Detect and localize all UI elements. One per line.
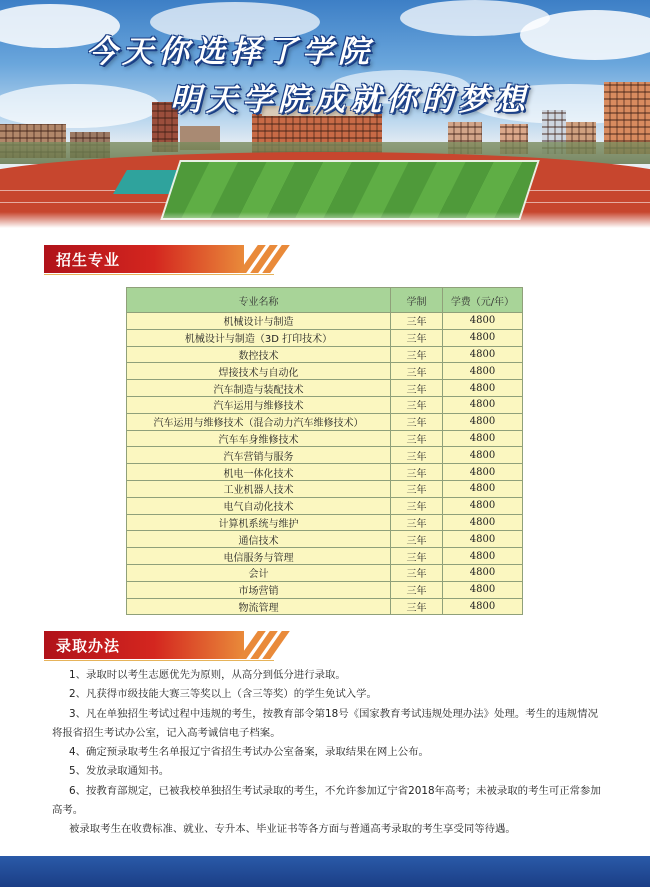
tuition-cell: 4800 [443, 497, 523, 514]
duration-cell: 三年 [391, 531, 443, 548]
tuition-cell: 4800 [443, 447, 523, 464]
major-name-cell: 汽车运用与维修技术（混合动力汽车维修技术） [127, 413, 391, 430]
duration-cell: 三年 [391, 564, 443, 581]
duration-cell: 三年 [391, 329, 443, 346]
table-row [127, 564, 523, 581]
major-name-cell: 机械设计与制造（3D 打印技术） [127, 329, 391, 346]
table-row [127, 430, 523, 447]
duration-cell: 三年 [391, 464, 443, 481]
tuition-cell: 4800 [443, 598, 523, 615]
table-row [127, 363, 523, 380]
column-header-tuition: 学费（元/年） [443, 288, 523, 313]
major-name-cell: 汽车车身维修技术 [127, 430, 391, 447]
table-row [127, 514, 523, 531]
major-name-cell: 通信技术 [127, 531, 391, 548]
duration-cell: 三年 [391, 598, 443, 615]
tuition-cell: 4800 [443, 480, 523, 497]
table-row [127, 480, 523, 497]
duration-cell: 三年 [391, 346, 443, 363]
majors-table-wrapper [126, 287, 522, 615]
tuition-cell: 4800 [443, 548, 523, 565]
header-underline [44, 660, 274, 661]
table-row [127, 548, 523, 565]
table-row [127, 313, 523, 330]
duration-cell: 三年 [391, 380, 443, 397]
duration-cell: 三年 [391, 548, 443, 565]
majors-table [126, 287, 523, 615]
cloud [0, 84, 160, 128]
column-header-major: 专业名称 [127, 288, 391, 313]
slogan-line-2: 明天学院成就你的梦想 [170, 82, 530, 118]
duration-cell: 三年 [391, 413, 443, 430]
major-name-cell: 电信服务与管理 [127, 548, 391, 565]
duration-cell: 三年 [391, 480, 443, 497]
table-row [127, 346, 523, 363]
tuition-cell: 4800 [443, 464, 523, 481]
duration-cell: 三年 [391, 363, 443, 380]
table-row [127, 329, 523, 346]
major-name-cell: 汽车运用与维修技术 [127, 396, 391, 413]
cloud [520, 10, 650, 60]
majors-table-body [127, 313, 523, 615]
rule-paragraph: 4、确定预录取考生名单报辽宁省招生考试办公室备案，录取结果在网上公布。 [69, 746, 429, 759]
table-row [127, 598, 523, 615]
major-name-cell: 汽车制造与装配技术 [127, 380, 391, 397]
rule-paragraph: 被录取考生在收费标准、就业、专升本、毕业证书等各方面与普通高考录取的考生享受同等待遇。 [69, 823, 516, 836]
majors-section-header [44, 245, 284, 273]
duration-cell: 三年 [391, 396, 443, 413]
major-name-cell: 汽车营销与服务 [127, 447, 391, 464]
rule-paragraph: 1、录取时以考生志愿优先为原则，从高分到低分进行录取。 [69, 669, 346, 681]
table-row [127, 581, 523, 598]
rule-paragraph: 5、发放录取通知书。 [69, 765, 170, 778]
table-row [127, 447, 523, 464]
major-name-cell: 市场营销 [127, 581, 391, 598]
major-name-cell: 会计 [127, 564, 391, 581]
major-name-cell: 数控技术 [127, 346, 391, 363]
slogan-line-1: 今天你选择了学院 [86, 34, 374, 70]
major-name-cell: 机械设计与制造 [127, 313, 391, 330]
major-name-cell: 焊接技术与自动化 [127, 363, 391, 380]
tuition-cell: 4800 [443, 329, 523, 346]
major-name-cell: 工业机器人技术 [127, 480, 391, 497]
table-row [127, 396, 523, 413]
admission-section-title: 录取办法 [56, 637, 121, 655]
header-underline [44, 274, 274, 275]
tuition-cell: 4800 [443, 531, 523, 548]
tuition-cell: 4800 [443, 313, 523, 330]
table-row [127, 531, 523, 548]
table-row [127, 464, 523, 481]
footer-bar [0, 856, 650, 887]
major-name-cell: 物流管理 [127, 598, 391, 615]
major-name-cell: 电气自动化技术 [127, 497, 391, 514]
admission-section-header [44, 631, 284, 659]
duration-cell: 三年 [391, 581, 443, 598]
rule-paragraph: 6、按教育部规定，已被我校单独招生考试录取的考生，不允许参加辽宁省2018年高考；未被录取的考生可正常参加高考。 [52, 784, 601, 817]
table-row [127, 380, 523, 397]
tuition-cell: 4800 [443, 413, 523, 430]
tuition-cell: 4800 [443, 346, 523, 363]
tuition-cell: 4800 [443, 396, 523, 413]
admission-rules [52, 666, 602, 840]
column-header-duration: 学制 [391, 288, 443, 313]
table-header-row [127, 288, 523, 313]
major-name-cell: 机电一体化技术 [127, 464, 391, 481]
campus-banner-photo [0, 0, 650, 228]
rule-paragraph: 2、凡获得市级技能大赛三等奖以上（含三等奖）的学生免试入学。 [69, 688, 377, 701]
rule-paragraph: 3、凡在单独招生考试过程中违规的考生，按教育部令第18号《国家教育考试违规处理办法》处理。考生的违规情况将报省招生考试办公室，记入高考诚信电子档案。 [52, 707, 598, 739]
table-row [127, 413, 523, 430]
duration-cell: 三年 [391, 447, 443, 464]
football-field [160, 160, 539, 220]
tuition-cell: 4800 [443, 363, 523, 380]
duration-cell: 三年 [391, 313, 443, 330]
tuition-cell: 4800 [443, 514, 523, 531]
majors-section-title: 招生专业 [56, 251, 121, 269]
table-row [127, 497, 523, 514]
duration-cell: 三年 [391, 497, 443, 514]
banner-fade [0, 212, 650, 228]
duration-cell: 三年 [391, 430, 443, 447]
tuition-cell: 4800 [443, 564, 523, 581]
tuition-cell: 4800 [443, 430, 523, 447]
tuition-cell: 4800 [443, 380, 523, 397]
tuition-cell: 4800 [443, 581, 523, 598]
major-name-cell: 计算机系统与维护 [127, 514, 391, 531]
duration-cell: 三年 [391, 514, 443, 531]
